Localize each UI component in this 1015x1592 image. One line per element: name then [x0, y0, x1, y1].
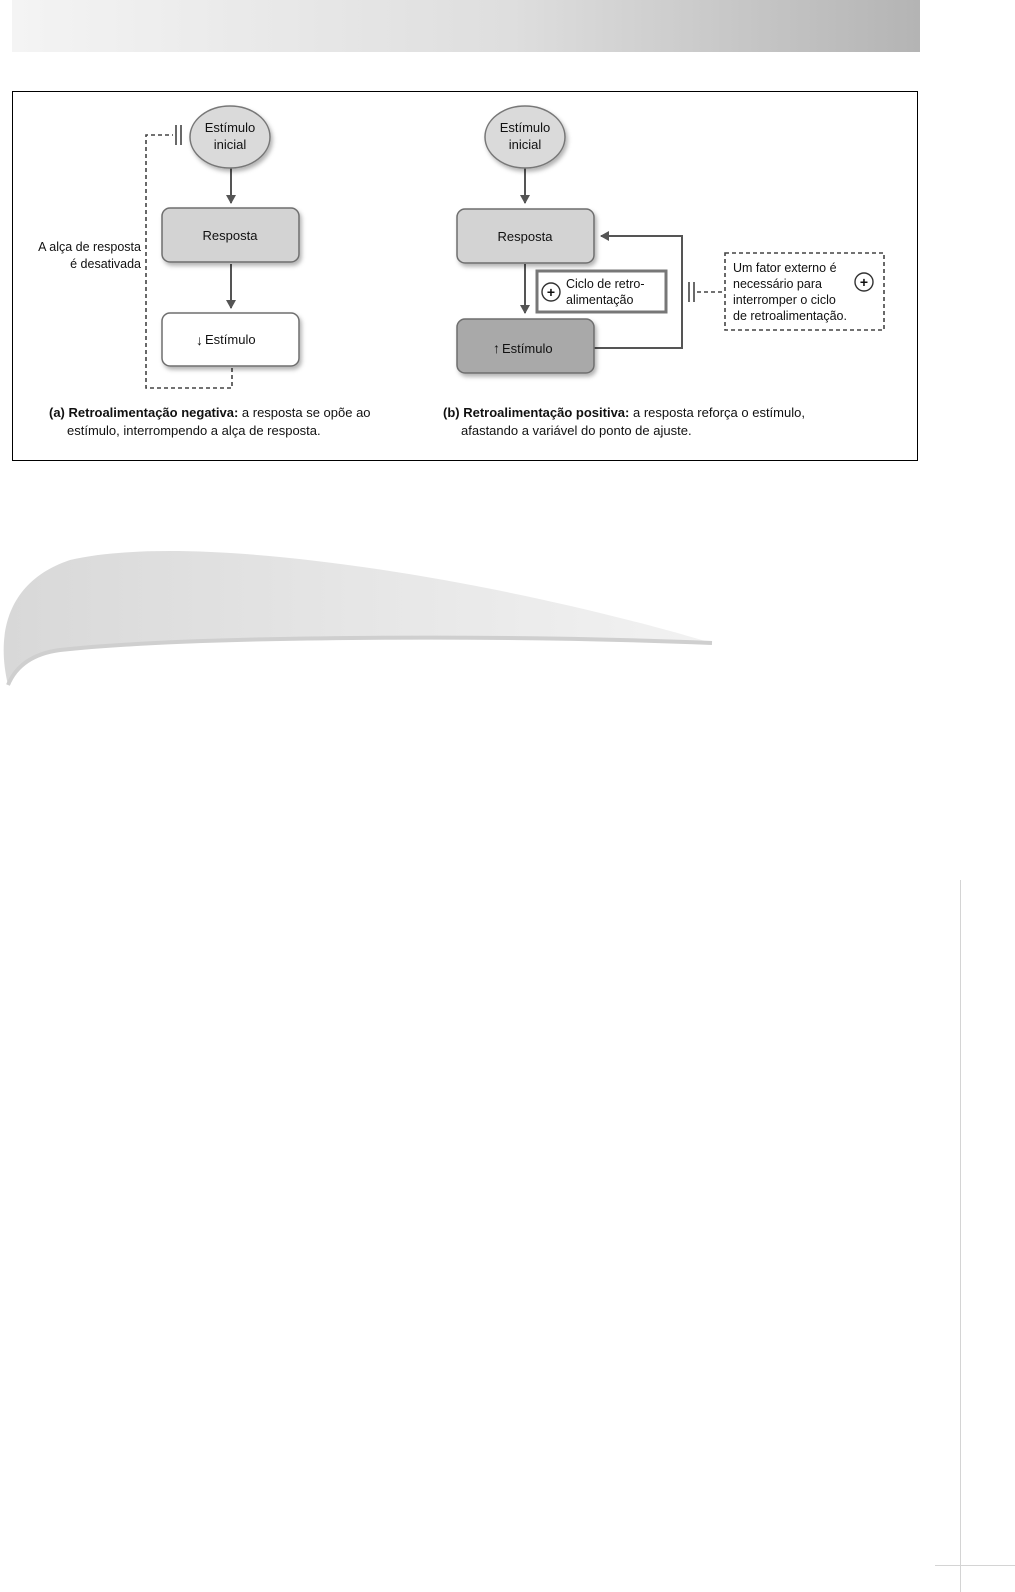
caption-b-text-2: afastando a variável do ponto de ajuste.	[461, 423, 692, 438]
decorative-swoosh	[0, 540, 720, 700]
caption-a-text-2: estímulo, interrompendo a alça de resposta.	[67, 423, 321, 438]
caption-b	[443, 404, 883, 440]
stimulus-b-line1: Estímulo	[499, 120, 551, 135]
loop-label-line2: alimentação	[566, 293, 634, 307]
external-line4: de retroalimentação.	[733, 309, 847, 323]
swoosh-edge	[8, 638, 712, 685]
caption-b-text-1: a resposta reforça o estímulo,	[629, 405, 805, 420]
result-a-label: Estímulo	[205, 332, 256, 347]
loop-plus-symbol: +	[546, 284, 556, 300]
stimulus-b-line2: inicial	[508, 137, 542, 152]
swoosh-shape	[4, 551, 712, 685]
diagram-a	[38, 106, 299, 388]
stimulus-a-line2: inicial	[213, 137, 247, 152]
external-line2: necessário para	[733, 277, 822, 291]
side-note-a-line2: é desativada	[70, 257, 141, 271]
response-a-label: Resposta	[202, 228, 258, 243]
feedback-figure	[12, 91, 918, 461]
stimulus-a-line1: Estímulo	[204, 120, 256, 135]
external-line1: Um fator externo é	[733, 261, 837, 275]
caption-b-label: (b) Retroalimentação positiva:	[443, 405, 630, 420]
down-arrow-icon: ↓	[196, 332, 203, 348]
side-rule	[960, 880, 961, 1592]
bottom-rule	[935, 1565, 1015, 1566]
caption-a	[49, 404, 429, 440]
response-b-label: Resposta	[497, 229, 553, 244]
external-plus-symbol: +	[859, 274, 869, 290]
loop-label-line1: Ciclo de retro-	[566, 277, 645, 291]
diagram-b	[457, 106, 884, 373]
external-line3: interromper o ciclo	[733, 293, 836, 307]
up-arrow-icon: ↑	[493, 340, 500, 356]
caption-a-label: (a) Retroalimentação negativa:	[49, 405, 239, 420]
side-note-a-line1: A alça de resposta	[38, 240, 141, 254]
header-gradient-bar	[12, 0, 920, 52]
result-b-label: Estímulo	[502, 341, 553, 356]
caption-a-text-1: a resposta se opõe ao	[238, 405, 371, 420]
